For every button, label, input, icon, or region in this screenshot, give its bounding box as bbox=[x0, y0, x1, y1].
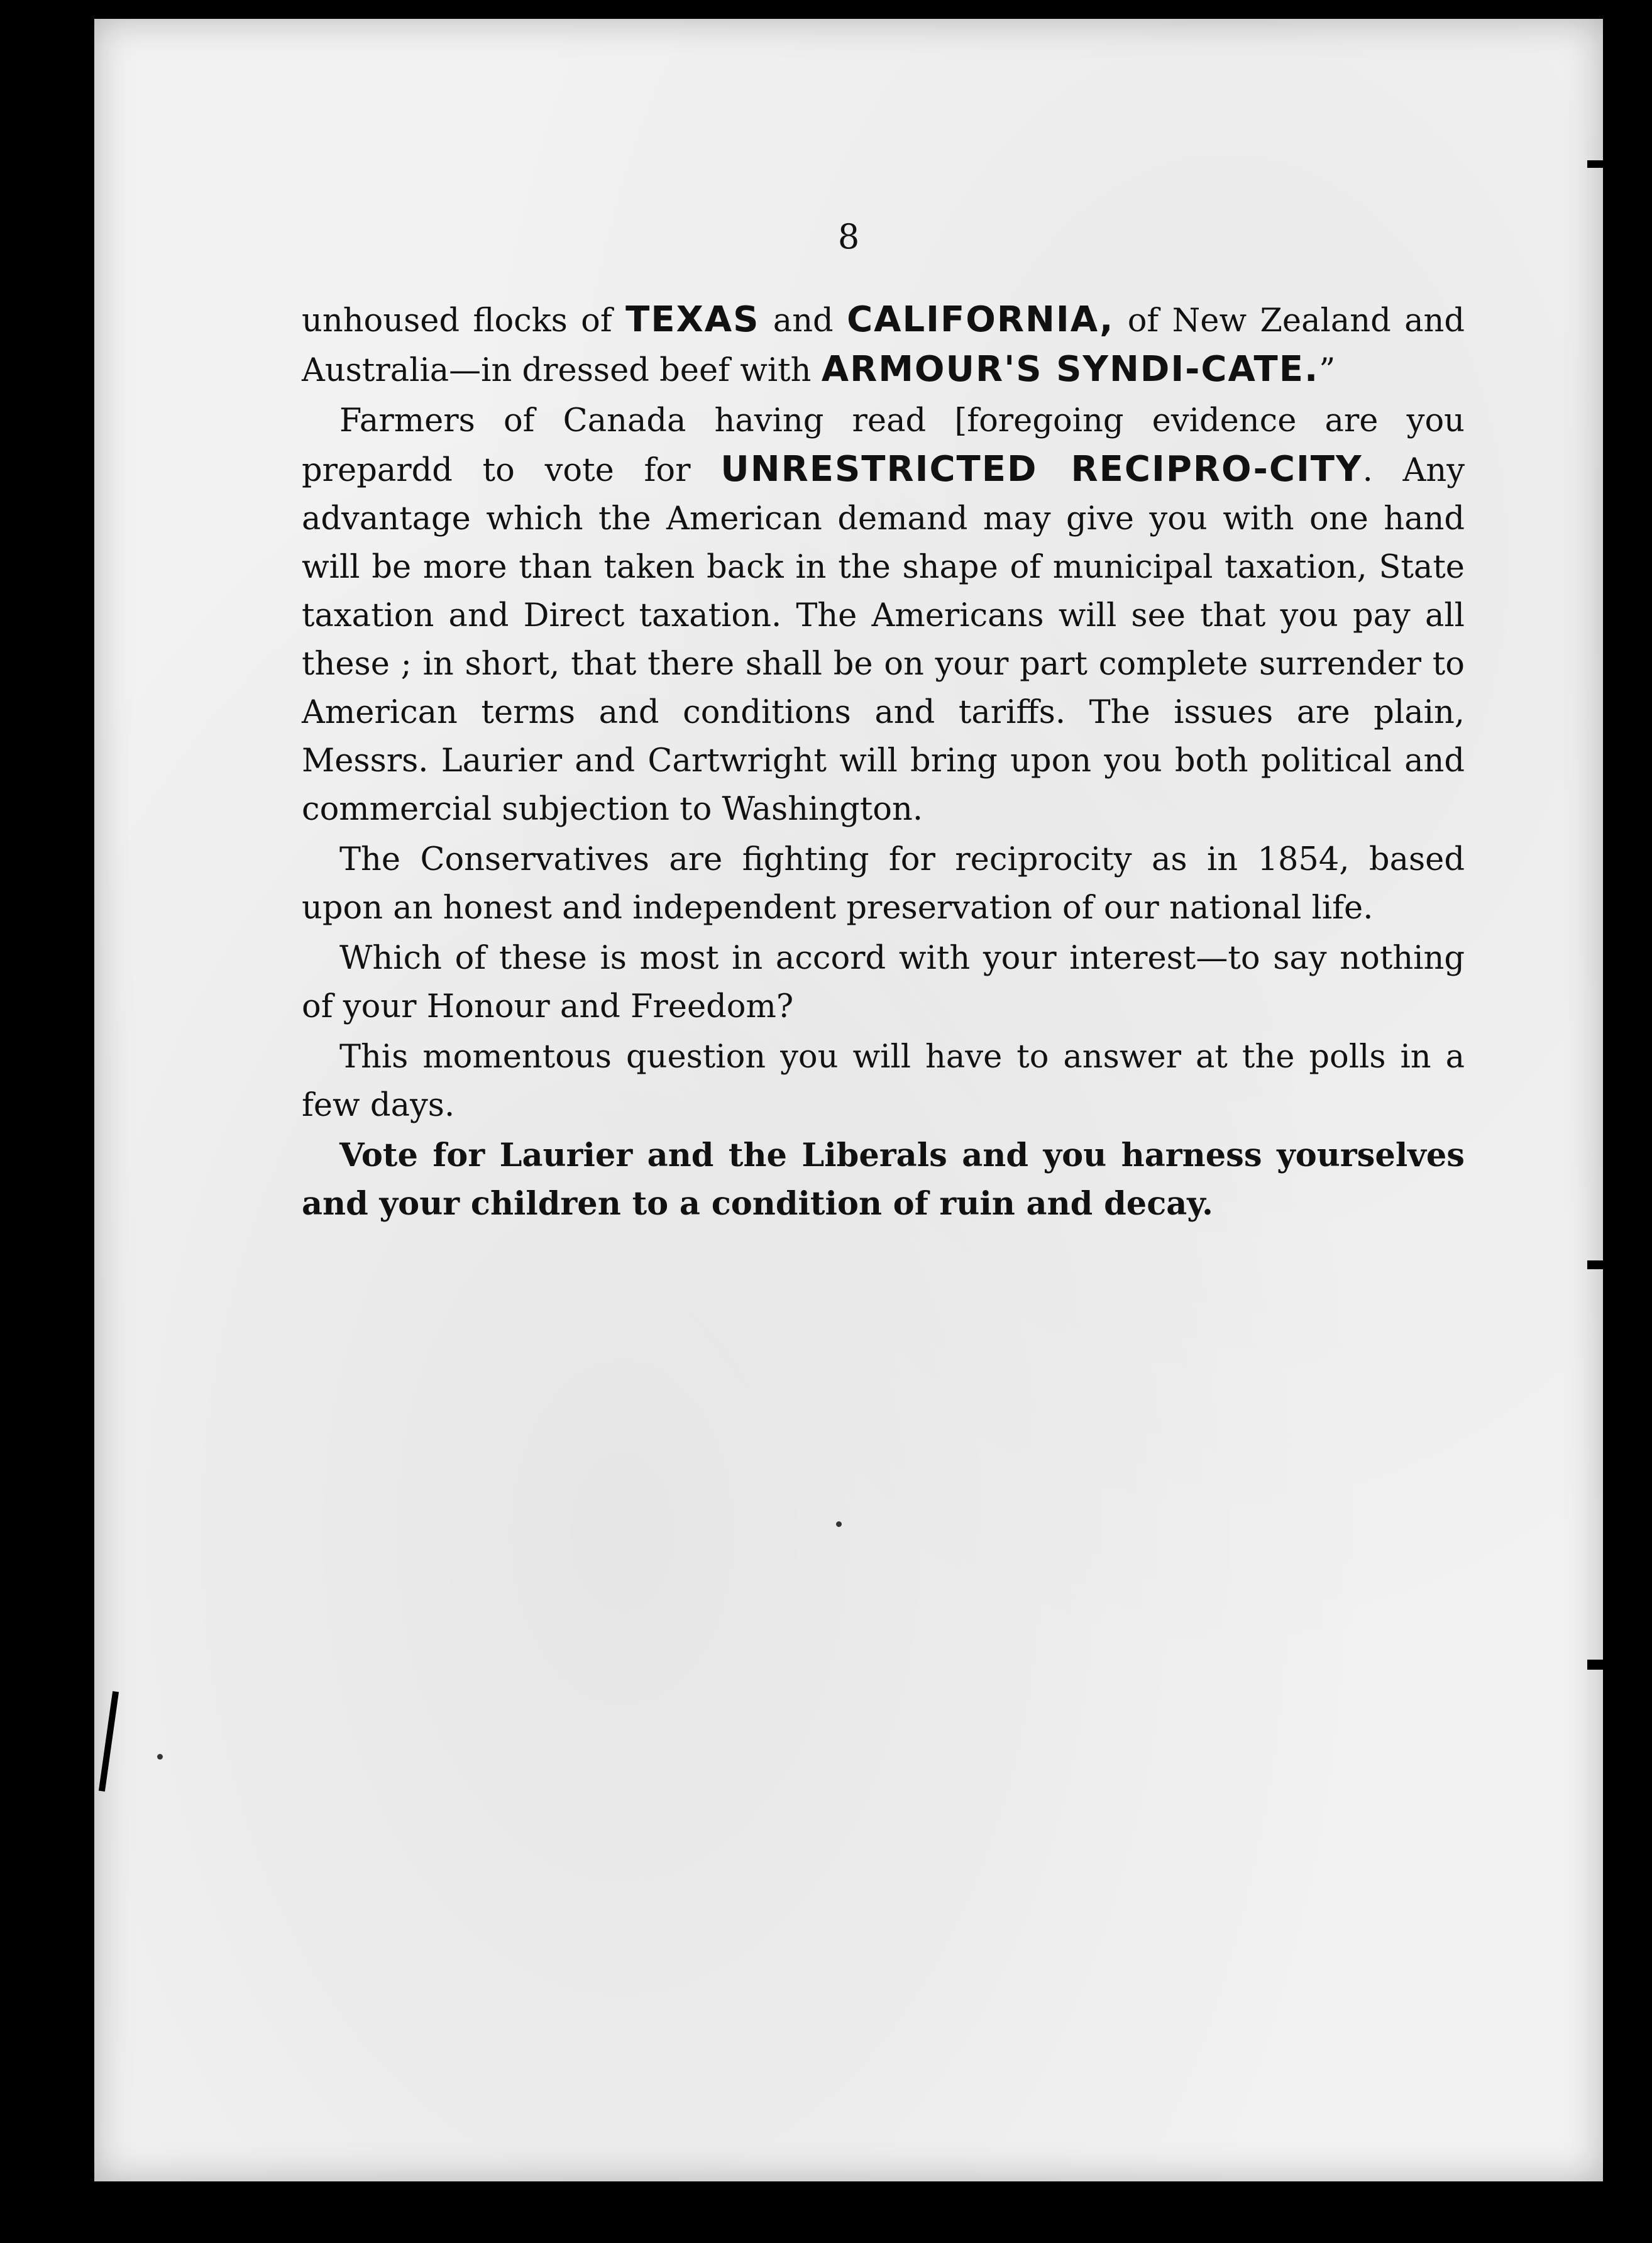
text-run: ” bbox=[1319, 352, 1336, 389]
text-run: Which of these is most in accord with your interest—to say nothing of your Honour and Freedom? bbox=[302, 940, 1465, 1025]
paragraph-1 bbox=[302, 295, 1465, 395]
scan-edge-mark bbox=[99, 1691, 119, 1792]
paragraph-3 bbox=[302, 835, 1465, 932]
scan-edge-mark bbox=[1587, 160, 1603, 168]
text-run: . Any advantage which the American demand may give you with one hand will be more than taken back in the shape of municipal taxation, State taxation and Direct taxation. The Americans will see that you pay all these ; in short, that there shall be on your part complete surrender to American terms and conditions and tariffs. The issues are plain, Messrs. Laurier and Cartwright will bring upon you both political and commercial subjection to Washington. bbox=[302, 452, 1465, 828]
emphasis-armours-syndicate: ARMOUR'S SYNDI-CATE. bbox=[821, 349, 1319, 390]
paragraph-6 bbox=[302, 1132, 1465, 1228]
emphasis-california: CALIFORNIA, bbox=[847, 299, 1115, 340]
paragraph-4 bbox=[302, 934, 1465, 1031]
paragraph-5 bbox=[302, 1033, 1465, 1130]
body-text bbox=[302, 295, 1465, 1230]
emphasis-texas: TEXAS bbox=[625, 299, 760, 340]
text-run: unhoused flocks of bbox=[302, 302, 626, 339]
page-number: 8 bbox=[837, 217, 860, 256]
scan-edge-mark bbox=[1587, 1660, 1603, 1670]
text-run: and bbox=[759, 302, 847, 339]
text-run: Vote for Laurier and the Liberals and you harness yourselves and your children to a condition of ruin and decay. bbox=[302, 1137, 1465, 1223]
text-run: Farmers of Canada having read [foregoing evidence are you prepardd to vote for bbox=[302, 402, 1465, 489]
scan-edge-mark bbox=[1587, 1260, 1603, 1269]
scan-speck bbox=[157, 1754, 163, 1760]
text-run: This momentous question you will have to answer at the polls in a few days. bbox=[302, 1039, 1465, 1124]
paragraph-2 bbox=[302, 397, 1465, 834]
document-page bbox=[94, 19, 1603, 2181]
text-run: The Conservatives are fighting for reciprocity as in 1854, based upon an honest and independent preservation of our national life. bbox=[302, 841, 1465, 927]
emphasis-unrestricted-reciprocity: UNRESTRICTED RECIPRO-CITY bbox=[720, 449, 1363, 490]
scan-speck bbox=[836, 1521, 842, 1527]
text-run: of New Zealand and Australia—in dressed beef with bbox=[302, 302, 1465, 389]
